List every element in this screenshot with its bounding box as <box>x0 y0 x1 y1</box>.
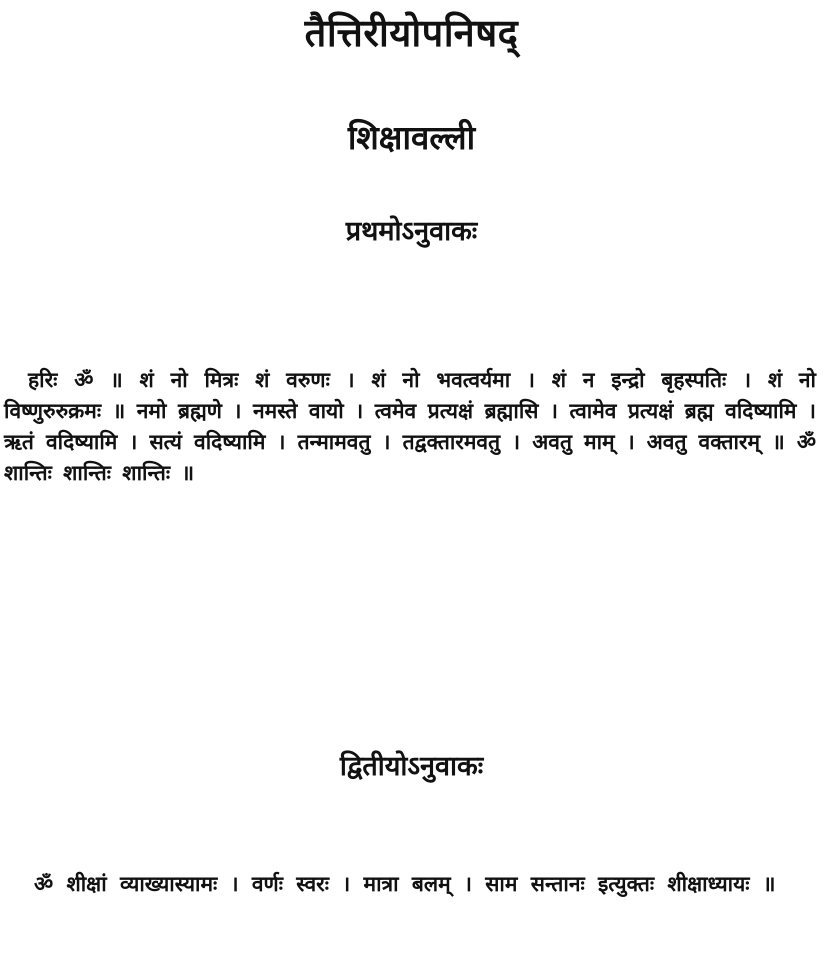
chapter-title: शिक्षावल्ली <box>347 118 476 157</box>
document-title: तैत्तिरीयोपनिषद् <box>304 10 519 55</box>
section-heading-1: प्रथमोऽनुवाकः <box>345 216 478 247</box>
section-text-2: ॐ शीक्षां व्याख्यास्यामः । वर्णः स्वरः । मात्रा बलम् । साम सन्तानः इत्युक्तः शीक्षाध्यायः ॥ <box>34 871 776 896</box>
section-heading-2: द्वितीयोऽनुवाकः <box>339 751 484 782</box>
section-text-1: हरिः ॐ ॥ शं नो मित्रः शं वरुणः । शं नो भवत्वर्यमा । शं न इन्द्रो बृहस्पतिः । शं नो विष्णुरुरुक्रमः ॥ नमो ब्रह्मणे । नमस्ते वायो । त्वमेव प्रत्यक्षं ब्रह्मासि । त्वामेव प्रत्यक्षं ब्रह्म वदिष्यामि । ऋतं वदिष्यामि । सत्यं वदिष्यामि । तन्मामवतु । तद्वक्तारमवतु । अवतु माम् । अवतु वक्तारम् ॥ ॐ शान्तिः शान्तिः शान्तिः ॥ <box>4 367 816 485</box>
